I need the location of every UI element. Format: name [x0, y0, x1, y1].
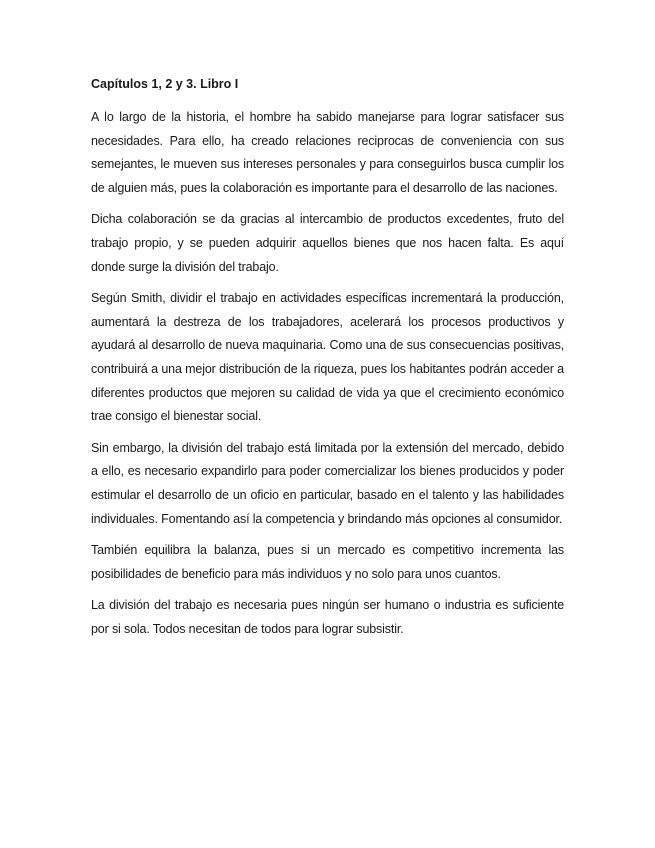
- paragraph: A lo largo de la historia, el hombre ha sabido manejarse para lograr satisfacer sus necesidades. Para ello, ha creado relaciones reciprocas de conveniencia con sus semejantes, le mueven sus intereses personales y para conseguirlos busca cumplir los de alguien más, pues la colaboración es importante para el desarrollo de las naciones.: [91, 110, 564, 195]
- paragraph: También equilibra la balanza, pues si un mercado es competitivo incrementa las posibilidades de beneficio para más individuos y no solo para unos cuantos.: [91, 543, 564, 581]
- paragraph: Dicha colaboración se da gracias al intercambio de productos excedentes, fruto del trabajo propio, y se pueden adquirir aquellos bienes que nos hacen falta. Es aquí donde surge la división del trabajo.: [91, 212, 564, 274]
- paragraph: La división del trabajo es necesaria pues ningún ser humano o industria es suficiente por si sola. Todos necesitan de todos para lograr subsistir.: [91, 598, 564, 636]
- document-body: [91, 74, 564, 649]
- paragraph: Según Smith, dividir el trabajo en actividades específicas incrementará la producción, aumentará la destreza de los trabajadores, acelerará los procesos productivos y ayudará al desarrollo de nueva maquinaria. Como una de sus consecuencias positivas, contribuirá a una mejor distribución de la riqueza, pues los habitantes podrán acceder a diferentes productos que mejoren su calidad de vida ya que el crecimiento económico trae consigo el bienestar social.: [91, 291, 564, 424]
- document-title: Capítulos 1, 2 y 3. Libro I: [91, 77, 239, 91]
- paragraph: Sin embargo, la división del trabajo está limitada por la extensión del mercado, debido a ello, es necesario expandirlo para poder comercializar los bienes producidos y poder estimular el desarrollo de un oficio en particular, basado en el talento y las habilidades individuales. Fomentando así la competencia y brindando más opciones al consumidor.: [91, 440, 564, 526]
